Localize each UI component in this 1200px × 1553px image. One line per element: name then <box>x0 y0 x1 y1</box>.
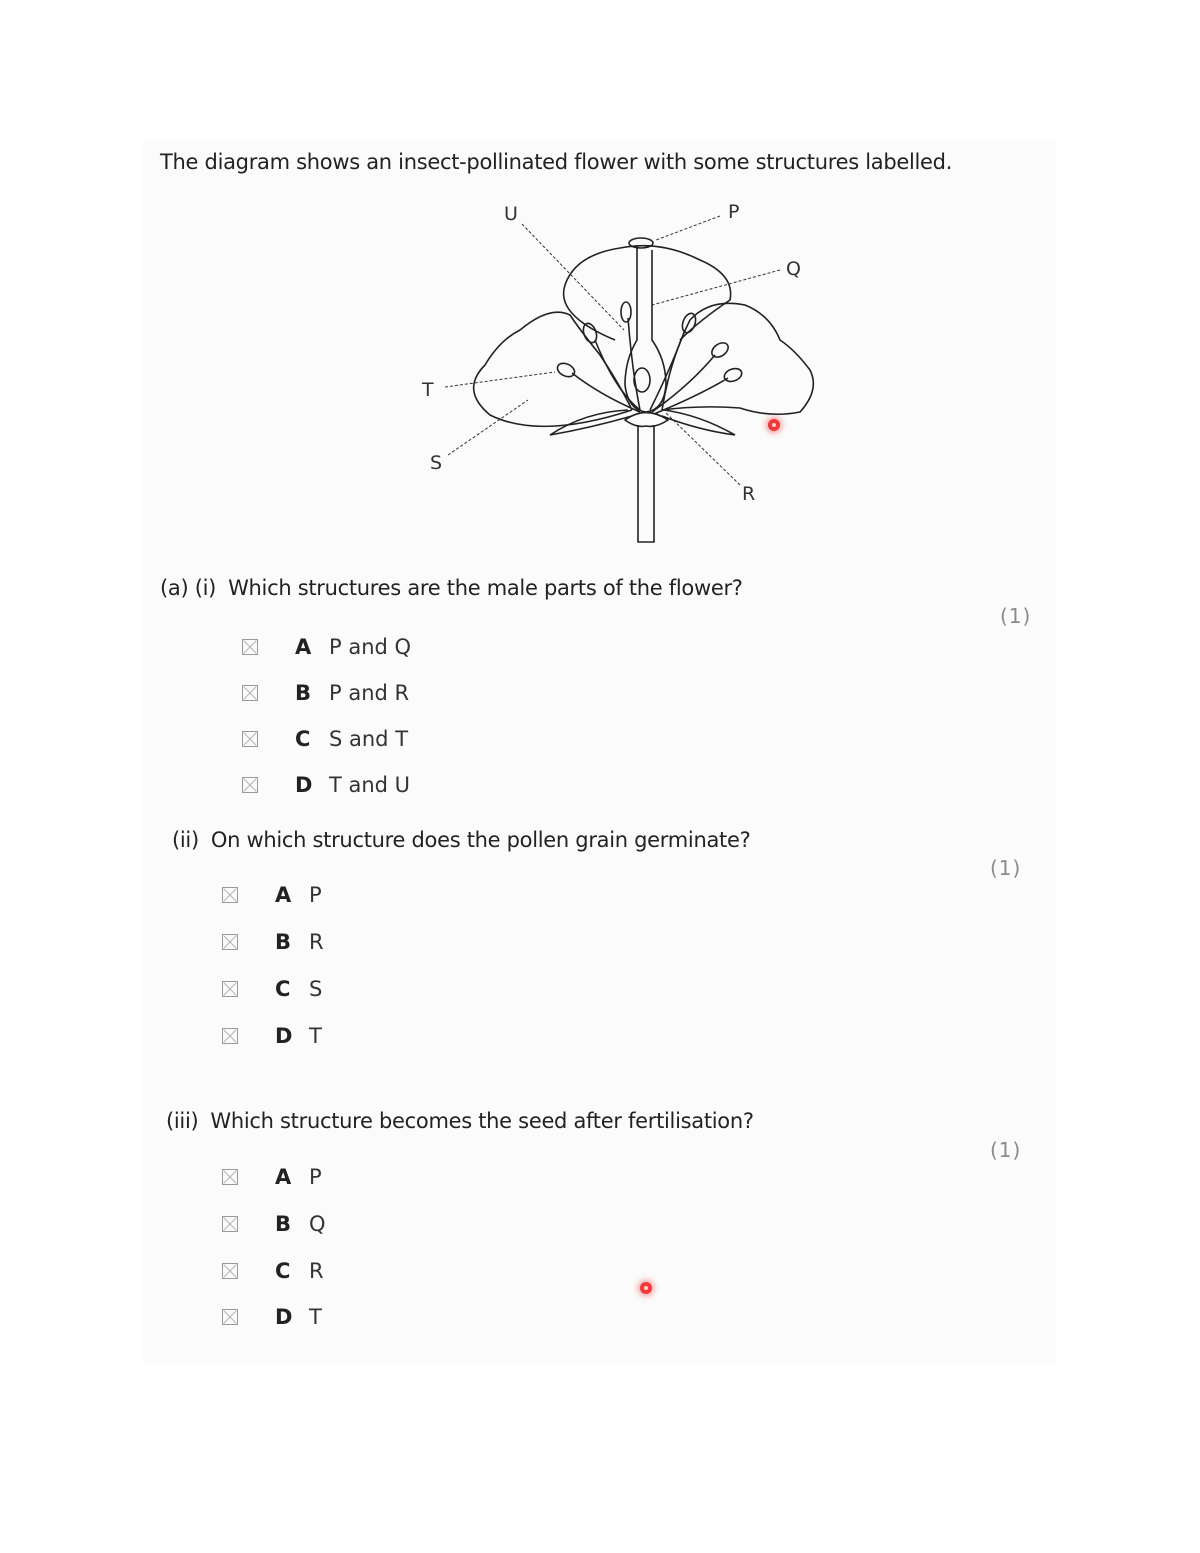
option-letter: A <box>275 883 292 907</box>
question-a-iii <box>166 1109 754 1133</box>
label-t: T <box>422 379 434 401</box>
option-a-iii-d[interactable] <box>222 1304 322 1330</box>
question-number: (iii) <box>166 1109 199 1133</box>
option-a-iii-c[interactable] <box>222 1258 324 1284</box>
option-a-iii-b[interactable] <box>222 1211 326 1237</box>
option-letter: A <box>295 635 312 659</box>
label-p: P <box>728 201 740 223</box>
option-text: T <box>309 1305 322 1329</box>
option-a-i-b[interactable] <box>242 680 409 706</box>
question-text: Which structures are the male parts of the flower? <box>228 576 743 600</box>
label-q: Q <box>786 258 801 280</box>
option-text: R <box>309 1259 324 1283</box>
anther <box>581 322 599 345</box>
option-text: P <box>309 883 322 907</box>
cursor-dot <box>640 1282 652 1294</box>
option-a-i-d[interactable] <box>242 772 410 798</box>
option-text: T <box>309 1024 322 1048</box>
option-letter: B <box>295 681 312 705</box>
leader-t <box>445 372 555 387</box>
label-s: S <box>430 452 443 474</box>
anther <box>555 361 576 379</box>
question-number: (ii) <box>172 828 199 852</box>
label-r: R <box>742 483 756 505</box>
checkbox[interactable] <box>222 1028 238 1044</box>
option-text: Q <box>309 1212 326 1236</box>
option-text: P and R <box>329 681 410 705</box>
option-text: P <box>309 1165 322 1189</box>
checkbox[interactable] <box>222 1169 238 1185</box>
option-letter: C <box>295 727 311 751</box>
anther <box>621 302 631 322</box>
checkbox[interactable] <box>222 1309 238 1325</box>
marks-label: (1) <box>990 1138 1022 1162</box>
option-letter: B <box>275 930 292 954</box>
option-text: P and Q <box>329 635 412 659</box>
option-text: R <box>309 930 324 954</box>
option-a-ii-a[interactable] <box>222 882 322 908</box>
label-u: U <box>504 203 518 225</box>
option-text: T and U <box>329 773 411 797</box>
anther <box>722 366 743 383</box>
checkbox[interactable] <box>242 731 258 747</box>
option-letter: C <box>275 1259 291 1283</box>
option-a-ii-c[interactable] <box>222 976 322 1002</box>
option-a-ii-b[interactable] <box>222 929 324 955</box>
checkbox[interactable] <box>222 981 238 997</box>
flower-stalk <box>638 425 654 542</box>
leader-s <box>448 400 528 455</box>
checkbox[interactable] <box>222 1216 238 1232</box>
option-letter: B <box>275 1212 292 1236</box>
option-text: S <box>309 977 323 1001</box>
marks-label: (1) <box>990 856 1022 880</box>
question-text: On which structure does the pollen grain germinate? <box>210 828 751 852</box>
checkbox[interactable] <box>242 639 258 655</box>
sepal-right <box>662 410 735 435</box>
leader-r <box>665 412 740 485</box>
option-letter: C <box>275 977 291 1001</box>
option-a-i-a[interactable] <box>242 634 411 660</box>
question-a-i <box>160 576 743 600</box>
option-letter: A <box>275 1165 292 1189</box>
carpel <box>625 245 666 412</box>
filament <box>650 330 685 410</box>
filament <box>628 318 640 410</box>
checkbox[interactable] <box>222 887 238 903</box>
petal-right <box>662 303 813 414</box>
option-letter: D <box>295 773 313 797</box>
option-a-iii-a[interactable] <box>222 1164 322 1190</box>
receptacle <box>625 413 668 427</box>
marks-label: (1) <box>1000 604 1032 628</box>
checkbox[interactable] <box>222 1263 238 1279</box>
checkbox[interactable] <box>242 685 258 701</box>
leader-p <box>656 216 720 240</box>
option-a-ii-d[interactable] <box>222 1023 322 1049</box>
checkbox[interactable] <box>222 934 238 950</box>
cursor-dot <box>768 419 780 431</box>
filament <box>595 340 640 410</box>
checkbox[interactable] <box>242 777 258 793</box>
question-number: (a) (i) <box>160 576 217 600</box>
option-text: S and T <box>329 727 409 751</box>
option-a-i-c[interactable] <box>242 726 408 752</box>
option-letter: D <box>275 1024 293 1048</box>
leader-q <box>652 270 780 305</box>
option-letter: D <box>275 1305 293 1329</box>
flower-diagram <box>400 190 830 550</box>
question-text: Which structure becomes the seed after fertilisation? <box>210 1109 754 1133</box>
question-a-ii <box>172 828 750 852</box>
intro-text: The diagram shows an insect-pollinated flower with some structures labelled. <box>160 150 953 174</box>
